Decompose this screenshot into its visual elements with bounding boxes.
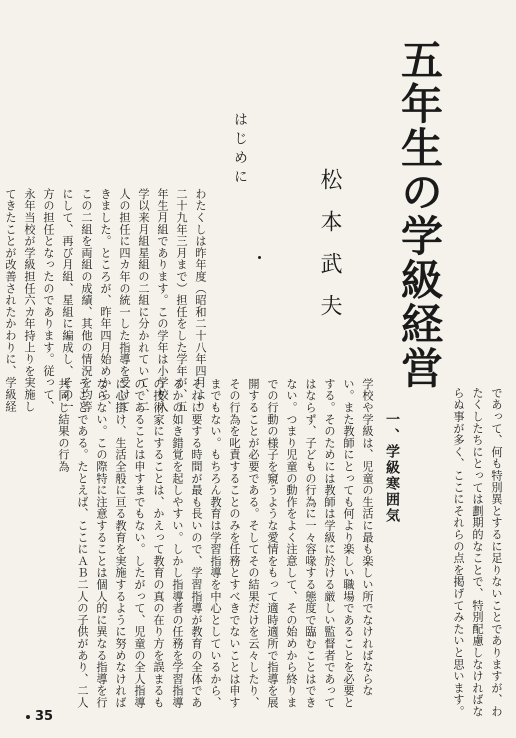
intro-continuation-paragraph: であって、何も特別異とするに足りないことでありますが、わたくしたちにとっては劃期的なことで、特別配慮しなければならぬ事が多く、ここにそれらの点を掲げてみたいと思います。 (452, 387, 503, 718)
author-name: 松本武夫 (317, 168, 342, 336)
atmosphere-paragraph: 学校や学級は、児童の生活に最も楽しい所でなければならない。また教師にとっても何より楽しい職場であることを必要とする。そのためには教師は学級に於ける厳しい監督者であってはならず、子どもの行為に一々容喙する態度で臨むことはできない。つまり児童の動作をよく注意して、その始めから終りまでの行動の様子を窺うような愛情をもって適時適所で指導を展開することが必要である。そしてその結果だけを云々したり、その行為を叱責することのみを任務とすべきでないことは申すまでもない。もちろん教育は学習指導を中心としているから、それに要する時間が最も長いので、学習指導が教育の全体であるかの如き錯覚を起しやすい。しかし指導者の任務を学習指導の技術家にすることは、かえって教育の真の在り方を誤まるものであることは申すまでもない。したがって、児童の全人指導に心掛け、生活全般に亘る教育を実施するように努めなければならない。この際特に注意することは個人的に異なる指導を行うことである。たとえば、ここにＡＢ二人の子供があり、二人共同じ結果の行為 (57, 378, 374, 709)
ink-dot (258, 256, 261, 259)
section-heading-intro: はじめに (232, 112, 248, 188)
page-number-text: 35 (35, 709, 54, 724)
intro-paragraph: わたくしは昨年度（昭和二十八年四月より二十九年三月まで）担任をした学年が、五年生月組であります。この学年は小学校入学以来月組星組の二組に分かれていて、二人の担任に四カ年の統一した指導を受けてきました。ところが、昨年四月始めから、この二組を両組の成績、其他の情況を均等にして、再び月組、星組に編成し、その一方の担任となったのであります。従って、永年当校が学級担任六カ年持上りを実施してきたことが改善されたかわりに、学級経 (4, 188, 207, 413)
article-title: 五年生の学級経営 (395, 38, 444, 390)
page-bullet (26, 715, 30, 719)
page-number (26, 709, 53, 724)
section-heading-atmosphere: 一、学級寒囲気 (384, 412, 400, 524)
